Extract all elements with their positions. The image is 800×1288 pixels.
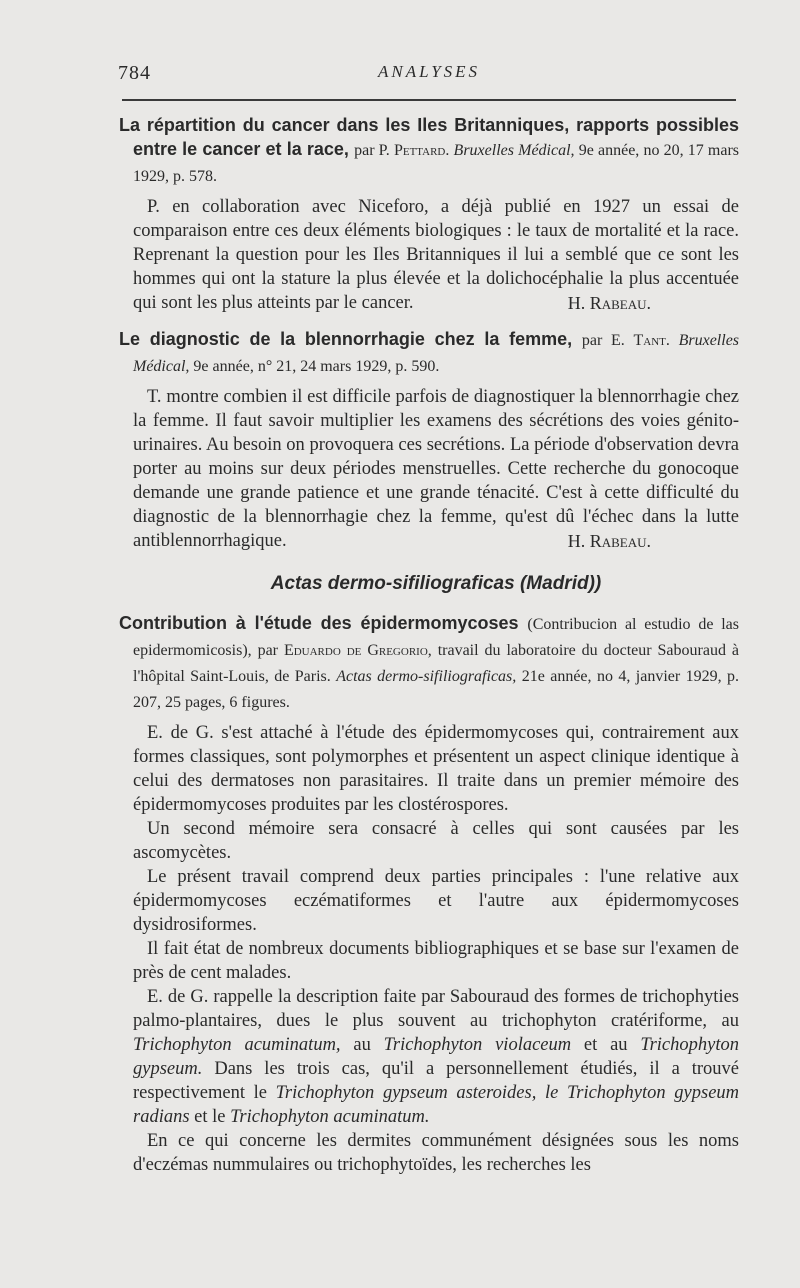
entry-3-details: 21e année, no 4, janvier 1929, p. 207, 25 pages, 6 figures. [133, 668, 740, 711]
entry-2-title: Le diagnostic de la blennorrhagie chez la femme, [119, 329, 573, 349]
entry-1-title: La répartition du cancer dans les Iles Britanniques, rapports possibles entre le cancer et la race, [119, 115, 739, 159]
entry-3-paragraph-1: E. de G. s'est attaché à l'étude des épidermomycoses qui, contrairement aux formes classiques, sont polymorphes et présentent un aspect clinique identique à celui des dermatoses non parasitaires. Il traite dans un premier mémoire des épidermomycoses produites par les clostérospores. [133, 723, 739, 815]
entry-3-paragraph-3: Le présent travail comprend deux parties principales : l'une relative aux épidermomycoses eczématiformes et l'autre aux épidermomycoses dysidrosiformes. [133, 867, 739, 935]
entry-3-lab: travail du laboratoire du docteur Sabouraud à l'hôpital Saint-Louis, de Paris. [133, 642, 739, 685]
entry-1-author: Pettard. [393, 142, 450, 159]
p5-text-a: E. de G. rappelle la description faite par Sabouraud des formes de trichophyties palmo-plantaires, dues le plus souvent au trichophyton cratériforme, au [133, 987, 739, 1031]
entry-3-paragraph-6: En ce qui concerne les dermites communément désignées sous les noms d'eczémas nummulaires ou trichophytoïdes, les recherches les [133, 1131, 739, 1175]
entry-2-by: par E. [581, 332, 634, 349]
species-acuminatum-2: Trichophyton acuminatum. [230, 1107, 430, 1127]
species-acuminatum: Trichophyton acuminatum, [133, 1035, 341, 1055]
entry-1-by: par P. [354, 142, 394, 159]
entry-1-heading [119, 113, 740, 189]
entry-1-signature: H. Rabeau. [567, 293, 651, 313]
entry-2-heading [119, 327, 740, 379]
page-number: 784 [118, 62, 151, 84]
entry-2-details: 9e année, n° 21, 24 mars 1929, p. 590. [193, 358, 440, 375]
running-title: ANALYSES [377, 62, 481, 81]
entry-3-paragraph-4: Il fait état de nombreux documents bibliographiques et se base sur l'examen de près de cent malades. [133, 939, 739, 983]
entry-2-author: Tant. [633, 332, 670, 349]
entry-1-details: 9e année, no 20, 17 mars 1929, p. 578. [133, 142, 740, 185]
section-place: (Madrid)) [519, 573, 602, 594]
entry-2-body: T. montre combien il est difficile parfois de diagnostiquer la blennorrhagie chez la femme. Il faut savoir multiplier les examens des sécrétions des voies génito-urinaires. Au besoin on provoquera ces secrétions. La période d'observation devra porter au moins sur deux périodes menstruelles. Cette recherche du gonocoque demande une grande patience et une grande ténacité. C'est à cette difficulté du diagnostic de la blennorrhagie chez la femme, qu'est dû l'échec dans la lutte antiblennorrhagique. [133, 387, 739, 551]
entry-3-title: Contribution à l'étude des épidermomycoses [119, 613, 519, 633]
text-column [119, 113, 740, 1177]
entry-1-journal: Bruxelles Médical, [453, 142, 575, 159]
entry-3-heading [119, 611, 740, 715]
species-gypseum-asteroides: Trichophyton gypseum asteroides, [275, 1083, 537, 1103]
entry-3-subtitle: (Contribucion al estudio de las epidermomicosis), par [133, 616, 740, 659]
species-gypseum-radians: le Trichophyton gypseum radians [133, 1083, 740, 1127]
header-rule [122, 99, 736, 101]
species-gypseum: Trichophyton gypseum. [133, 1035, 739, 1079]
section-title: Actas dermo-sifiliograficas [270, 573, 515, 594]
page-header [118, 62, 740, 92]
p5-text-c: et au [583, 1035, 628, 1055]
entry-3-paragraph-5 [133, 985, 739, 1129]
p5-text-e: et le [194, 1107, 226, 1127]
species-violaceum: Trichophyton violaceum [383, 1035, 572, 1055]
entry-3-author: Eduardo de Gregorio, [283, 642, 432, 659]
entry-3-journal: Actas dermo-sifiliograficas, [336, 668, 517, 685]
entry-3-paragraph-2: Un second mémoire sera consacré à celles qui sont causées par les ascomycètes. [133, 819, 739, 863]
journal-section-heading [133, 573, 739, 595]
p5-text-d: Dans les trois cas, qu'il a personnellement étudiés, il a trouvé respectivement le [133, 1059, 740, 1103]
entry-2-journal: Bruxelles Médical, [133, 332, 740, 375]
entry-2-signature: H. Rabeau. [567, 531, 651, 551]
entry-1-body: P. en collaboration avec Niceforo, a déjà publié en 1927 un essai de comparaison entre ces deux éléments biologiques : le taux de mortalité et la race. Reprenant la question pour les Iles Britanniques il lui a semblé que ce sont les hommes qui ont la stature la plus élevée et la dolichocéphalie la plus accentuée qui sont les plus atteints par le cancer. [133, 197, 739, 313]
p5-text-b: au [353, 1035, 371, 1055]
